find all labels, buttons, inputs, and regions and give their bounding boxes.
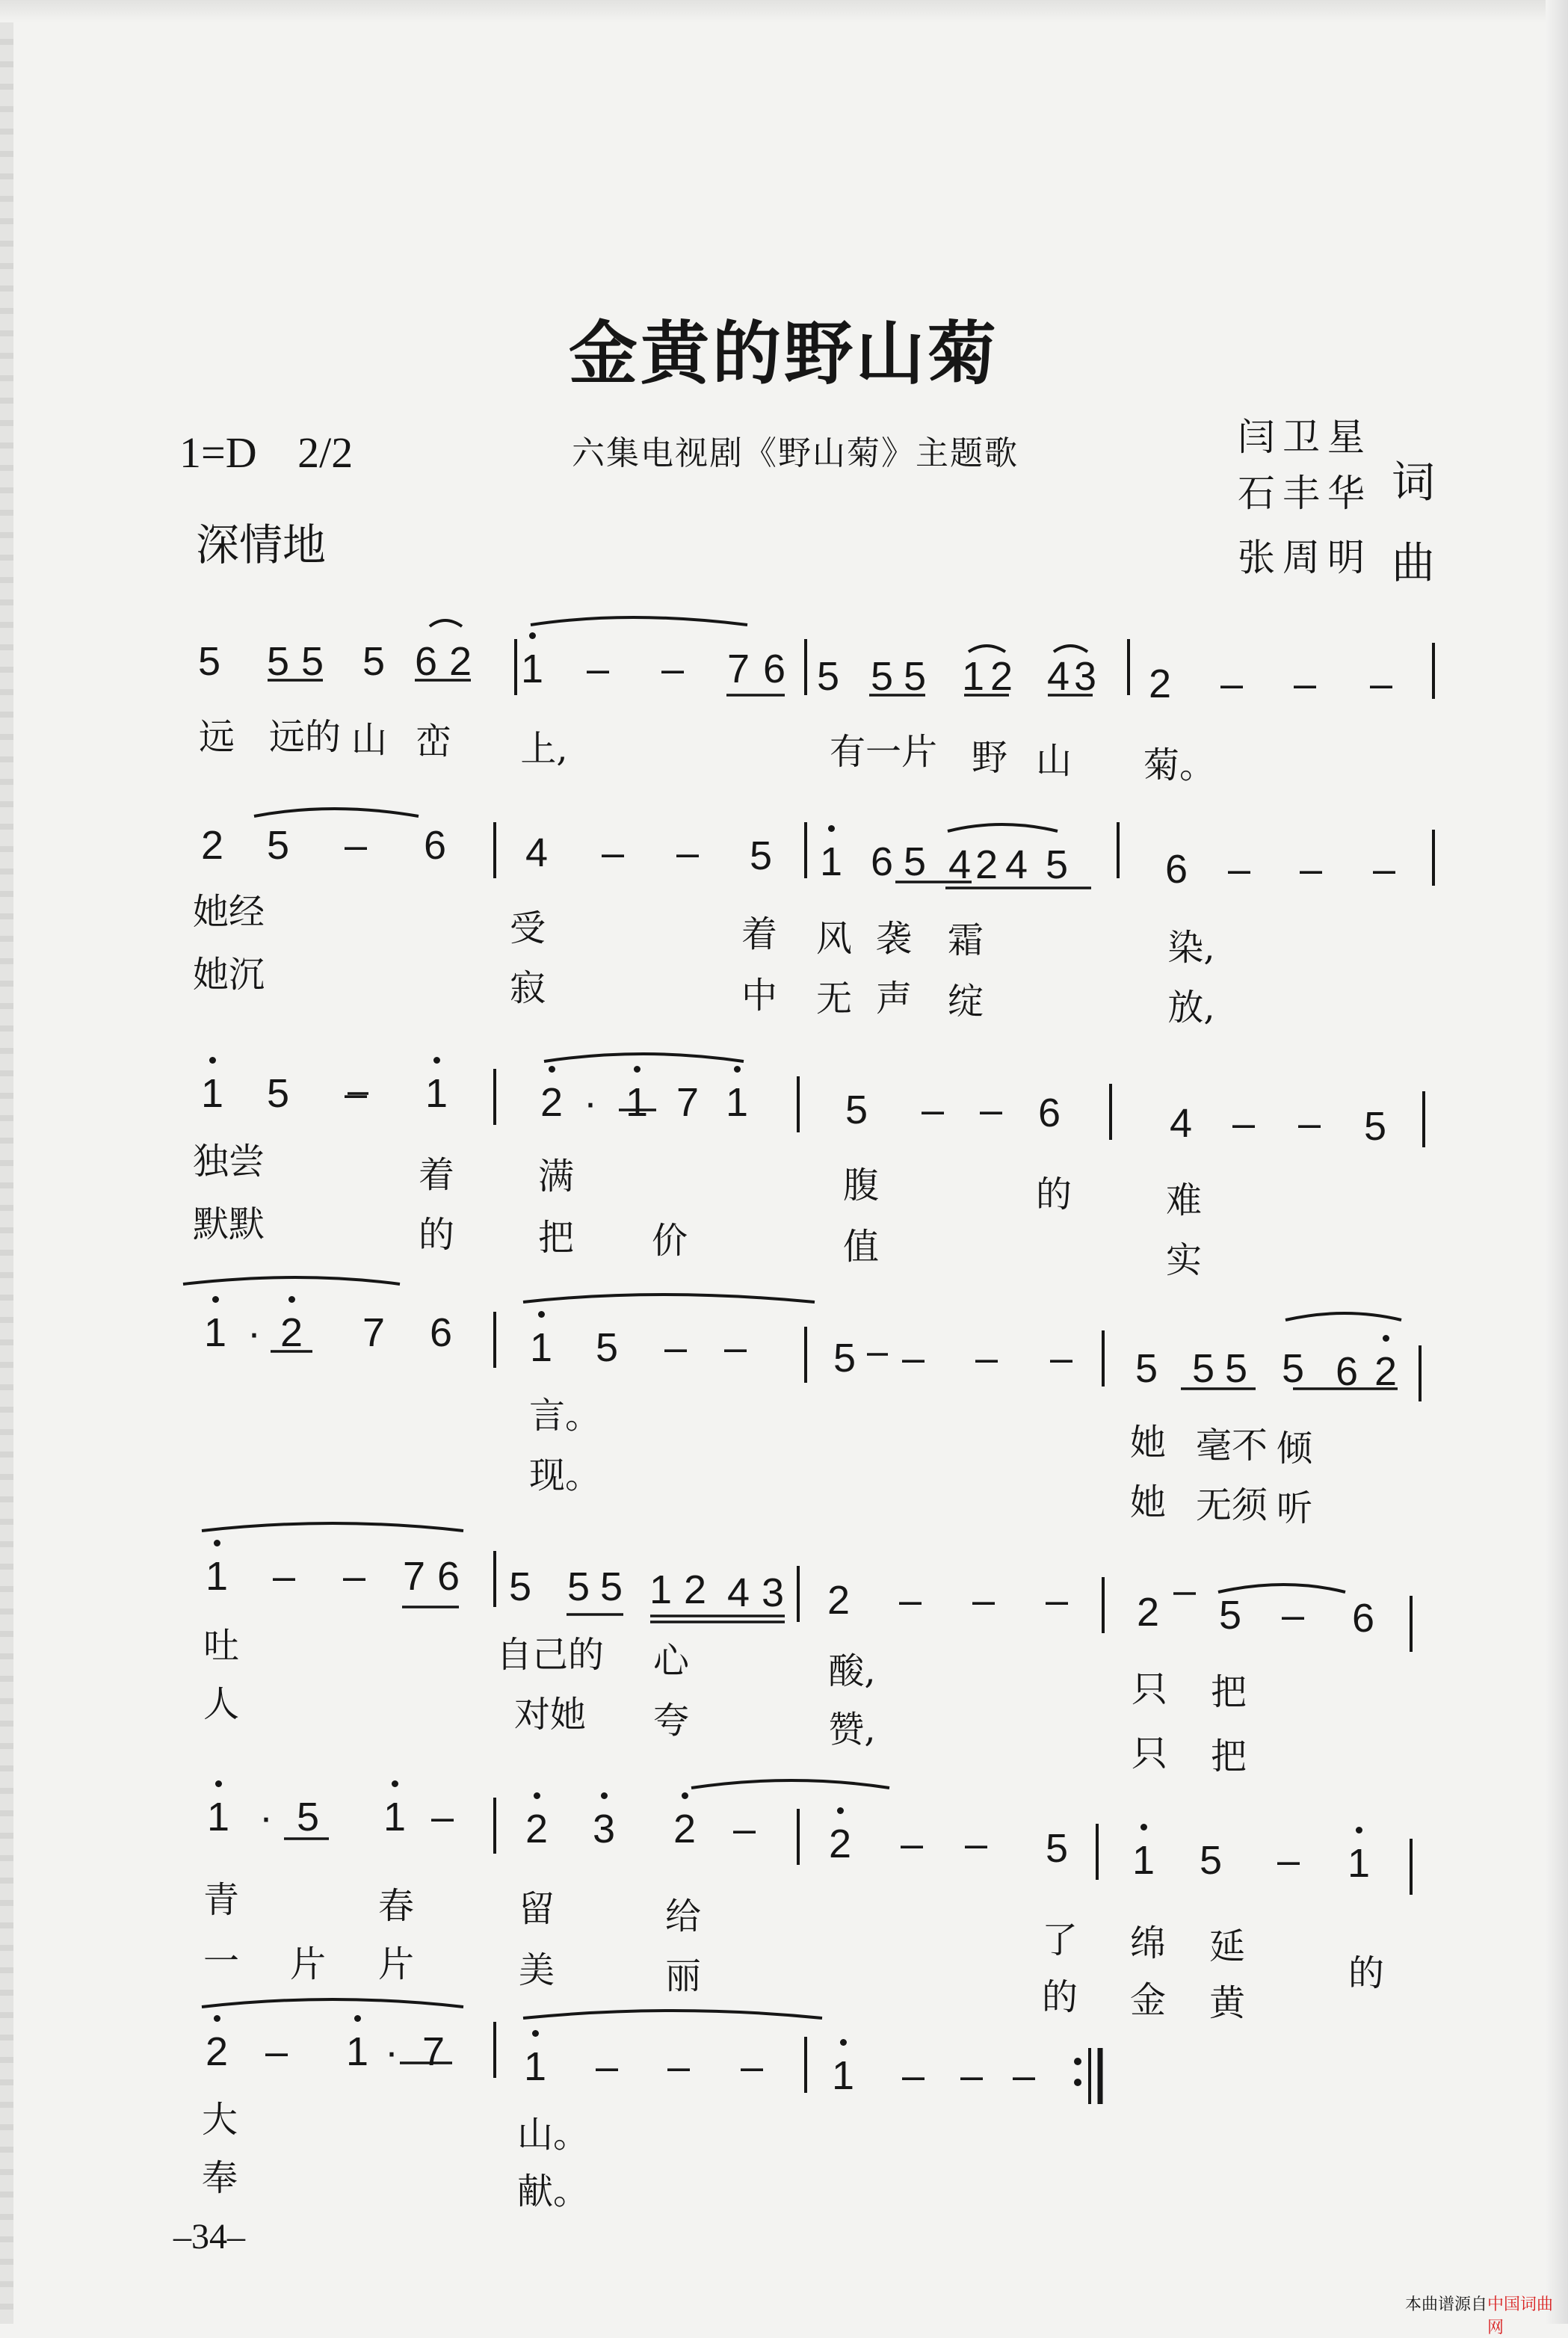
lyric: 只 [1131, 1733, 1168, 1774]
note: 4 [948, 842, 972, 887]
note-dash: – [1297, 1101, 1321, 1146]
lyric: 独尝 [193, 1141, 265, 1182]
slur [948, 824, 1058, 831]
note: 5 [266, 639, 290, 684]
lyric: 自己的 [496, 1634, 605, 1676]
lyric: 受 [509, 907, 546, 949]
lyric: 绽 [947, 981, 984, 1023]
lyric: 酸, [828, 1650, 876, 1692]
note-dash: – [1049, 1336, 1073, 1381]
source-site-link[interactable]: 中国词曲网 [1487, 2295, 1554, 2337]
tie [691, 1780, 889, 1788]
lyric: 赞, [828, 1709, 876, 1751]
lyricist-name-2: 石丰华 [1238, 472, 1372, 515]
composer-role-label: 曲 [1392, 537, 1436, 588]
composer-name: 张周明 [1238, 536, 1372, 579]
note-dash: – [901, 1336, 925, 1381]
note-dash: – [740, 2044, 764, 2089]
lyric: 山 [1035, 740, 1072, 782]
note: 5 [903, 839, 927, 884]
note: 5 [266, 823, 290, 868]
note: 2 [540, 1080, 564, 1125]
note: 1 [203, 1310, 227, 1355]
note: 1 [1347, 1841, 1371, 1886]
tie [531, 617, 747, 625]
note: 6 [423, 823, 447, 868]
lyric: 金 [1129, 1979, 1167, 2021]
lyric: 只 [1131, 1668, 1168, 1710]
note: 1 [425, 1071, 448, 1116]
tie [523, 1295, 815, 1302]
note: 4 [726, 1570, 750, 1615]
note: 5 [567, 1564, 590, 1609]
note: 5 [1224, 1346, 1248, 1391]
lyric: 毫不 [1195, 1425, 1268, 1466]
note: 1 [345, 2029, 369, 2074]
note: 5 [508, 1564, 532, 1609]
lyric: 寂 [509, 967, 546, 1009]
lyric: 人 [203, 1683, 240, 1725]
note: 7 [726, 647, 750, 691]
note-dash: – [664, 1325, 688, 1370]
note: 2 [200, 823, 224, 868]
tie [183, 1277, 400, 1284]
note-dot: · [247, 1310, 261, 1355]
tie [1218, 1585, 1345, 1592]
note: 5 [266, 1071, 290, 1116]
lyric: 奉 [201, 2157, 238, 2199]
lyric: 她经 [193, 891, 265, 933]
lyric: 青 [203, 1879, 240, 1921]
lyric: 袭 [875, 918, 913, 960]
note-dash: – [960, 2053, 984, 2098]
note: 6 [762, 647, 786, 691]
lyric: 给 [664, 1896, 702, 1937]
note: 2 [827, 1578, 851, 1623]
lyric: 着 [418, 1154, 455, 1196]
note: 5 [1281, 1346, 1305, 1391]
lyric: 远 [198, 716, 235, 758]
note: 5 [595, 1325, 619, 1370]
lyric: 声 [875, 978, 913, 1020]
lyric: 黄 [1209, 1982, 1246, 2024]
note: 6 [1037, 1091, 1061, 1135]
note: 5 [833, 1336, 856, 1381]
note: 4 [1004, 842, 1028, 887]
note: 3 [761, 1570, 785, 1615]
lyric: 的 [1041, 1976, 1078, 2018]
note-dash: – [661, 647, 685, 691]
note: 6 [870, 839, 894, 884]
lyric: 山 [351, 719, 388, 761]
repeat-dot [1074, 2079, 1081, 2086]
note: 6 [1351, 1596, 1375, 1641]
note-dash: – [1220, 661, 1244, 706]
note: 1 [206, 1795, 230, 1839]
note-dash: – [975, 1336, 998, 1381]
lyrics-role-label: 词 [1392, 457, 1436, 508]
note: 6 [429, 1310, 453, 1355]
tie [544, 1054, 744, 1061]
lyric: 野 [971, 737, 1008, 779]
lyric: 大 [201, 2099, 238, 2141]
lyric: 远的 [268, 716, 342, 758]
note: 5 [197, 639, 221, 684]
note-dash: – [595, 2044, 619, 2089]
repeat-dot [1074, 2058, 1081, 2065]
lyric: 腹 [842, 1165, 880, 1206]
note-dash: – [601, 830, 625, 875]
note-dash: – [676, 830, 700, 875]
lyric: 一 [203, 1940, 240, 1982]
note-dot: · [259, 1795, 273, 1839]
lyric: 听 [1276, 1487, 1313, 1529]
note: 7 [402, 1554, 426, 1599]
note: 1 [200, 1071, 224, 1116]
note-dash: – [1281, 1593, 1305, 1638]
lyric: 默默 [193, 1203, 265, 1245]
note: 1 [383, 1795, 407, 1839]
note-dash: – [979, 1088, 1003, 1132]
tie [202, 1523, 463, 1531]
note: 5 [1045, 1826, 1069, 1871]
note-dash: – [1299, 847, 1323, 892]
note: 1 [625, 1080, 649, 1125]
lyric: 满 [537, 1156, 575, 1197]
lyric: 染, [1167, 927, 1215, 969]
note: 5 [1191, 1346, 1215, 1391]
note-dash: – [265, 2029, 288, 2074]
lyric: 丽 [664, 1955, 702, 1997]
lyric: 延 [1209, 1925, 1246, 1967]
note-dash: – [1277, 1838, 1300, 1883]
note-dash: – [342, 1554, 366, 1599]
note: 5 [296, 1795, 320, 1839]
lyric: 峦 [415, 721, 452, 762]
lyric: 她沉 [193, 954, 265, 996]
lyric: 留 [518, 1888, 555, 1930]
lyric: 难 [1165, 1179, 1203, 1221]
note-dot: · [584, 1080, 597, 1125]
lyric: 把 [1210, 1736, 1247, 1777]
slur [969, 646, 1005, 652]
lyric: 无须 [1195, 1484, 1268, 1526]
note-dash: – [732, 1807, 756, 1851]
note: 5 [1218, 1593, 1242, 1638]
note: 1 [819, 839, 843, 884]
note-dash: – [344, 1071, 368, 1116]
note: 7 [676, 1080, 700, 1125]
note: 2 [975, 842, 998, 887]
note: 2 [280, 1310, 303, 1355]
lyric: 了 [1041, 1919, 1078, 1961]
note: 1 [725, 1080, 749, 1125]
note: 6 [414, 639, 438, 684]
tie [202, 1999, 463, 2007]
lyric: 中 [741, 975, 778, 1017]
note: 5 [903, 654, 927, 699]
note-dash: – [921, 1088, 945, 1132]
note: 2 [828, 1822, 852, 1866]
note-dash: – [1227, 847, 1251, 892]
lyric: 山。 [516, 2114, 590, 2156]
note: 2 [1374, 1349, 1398, 1394]
note: 5 [300, 639, 324, 684]
note: 3 [592, 1807, 616, 1851]
lyric: 言。 [528, 1395, 602, 1437]
note: 6 [1164, 847, 1188, 892]
note: 6 [1335, 1349, 1359, 1394]
note: 1 [961, 654, 985, 699]
tie [523, 2011, 822, 2018]
note: 5 [816, 654, 840, 699]
note: 2 [525, 1807, 549, 1851]
page-number: –34– [173, 2217, 245, 2257]
lyric: 献。 [516, 2171, 590, 2212]
lyric: 心 [652, 1640, 690, 1682]
note: 2 [1136, 1590, 1160, 1635]
note: 2 [205, 2029, 229, 2074]
lyric: 菊。 [1143, 744, 1216, 786]
lyric: 的 [418, 1214, 455, 1256]
tie [1285, 1313, 1401, 1320]
note: 5 [1199, 1838, 1223, 1883]
lyric: 把 [1210, 1671, 1247, 1713]
lyric: 着 [741, 913, 778, 955]
note-dash: – [1232, 1101, 1256, 1146]
note-dash: – [586, 647, 610, 691]
song-title: 金黄的野山菊 [568, 313, 999, 394]
lyric: 无 [815, 978, 853, 1020]
note: 1 [205, 1554, 229, 1599]
lyric: 美 [518, 1949, 555, 1991]
note: 5 [1363, 1104, 1387, 1149]
lyric: 片 [377, 1943, 415, 1985]
lyric: 片 [289, 1943, 327, 1985]
note-dash: – [430, 1795, 454, 1839]
note: 2 [990, 654, 1013, 699]
lyric: 她 [1129, 1481, 1167, 1523]
note: 1 [520, 647, 544, 691]
note: 3 [1073, 654, 1097, 699]
lyric: 的 [1348, 1952, 1385, 1994]
lyric: 现。 [528, 1455, 602, 1496]
note-dash: – [898, 1578, 922, 1623]
note: 4 [1046, 654, 1070, 699]
song-subtitle: 六集电视剧《野山菊》主题歌 [572, 434, 1019, 472]
note: 1 [649, 1567, 673, 1612]
note-dash: – [1012, 2053, 1036, 2098]
note-dash: – [667, 2044, 691, 2089]
note: 5 [599, 1564, 623, 1609]
note: 5 [845, 1088, 868, 1132]
lyric: 实 [1165, 1239, 1203, 1281]
lyric: 吐 [203, 1625, 240, 1667]
note: 1 [1132, 1838, 1155, 1883]
note-dash: – [901, 2053, 925, 2098]
note-dash: – [344, 823, 368, 868]
lyric: 风 [815, 918, 853, 960]
tie [254, 809, 419, 816]
note-dash: – [1372, 847, 1396, 892]
note-dash: – [1293, 661, 1317, 706]
note-dash: – [272, 1554, 296, 1599]
note-dash: – [1369, 661, 1393, 706]
note: 1 [831, 2053, 855, 2098]
note: 2 [1148, 661, 1172, 706]
note: 2 [448, 639, 472, 684]
note: 4 [1169, 1101, 1193, 1146]
slur [430, 620, 462, 626]
lyric: 倾 [1276, 1428, 1313, 1469]
note: 7 [422, 2029, 445, 2074]
note: 1 [523, 2044, 547, 2089]
note-dash: – [1045, 1578, 1069, 1623]
note-dash: – [723, 1325, 747, 1370]
note: 5 [1135, 1346, 1158, 1391]
note: 2 [673, 1807, 697, 1851]
note: 5 [749, 833, 773, 878]
lyricist-name-1: 闫卫星 [1238, 416, 1372, 459]
lyric: 夸 [652, 1700, 690, 1742]
source-note: 本曲谱源自 [1405, 2295, 1488, 2314]
tempo-marking: 深情地 [196, 519, 327, 570]
note-dash: – [972, 1578, 996, 1623]
lyric: 放, [1167, 987, 1215, 1028]
note: 1 [529, 1325, 553, 1370]
note-dash: – [900, 1822, 924, 1866]
lyric: 她 [1129, 1422, 1167, 1463]
lyric: 值 [842, 1226, 880, 1268]
key-signature: 1=D 2/2 [179, 428, 354, 477]
lyric: 有一片 [829, 731, 938, 773]
lyric: 绵 [1129, 1922, 1167, 1964]
note: 7 [362, 1310, 386, 1355]
note: 4 [525, 830, 549, 875]
lyric: 的 [1035, 1173, 1072, 1215]
lyric: 把 [537, 1217, 575, 1259]
note: 5 [870, 654, 894, 699]
note: 5 [362, 639, 386, 684]
lyric: 春 [377, 1885, 415, 1927]
note-dash: – [964, 1822, 988, 1866]
note: 5 [1045, 842, 1069, 887]
note-dot: · [385, 2029, 398, 2074]
note: 2 [683, 1567, 707, 1612]
lyric: 霜 [947, 919, 984, 961]
lyric: 价 [651, 1220, 688, 1262]
lyric: 上, [520, 728, 568, 770]
note: 6 [436, 1554, 460, 1599]
lyric: 对她 [513, 1694, 587, 1736]
slur [1054, 646, 1087, 652]
